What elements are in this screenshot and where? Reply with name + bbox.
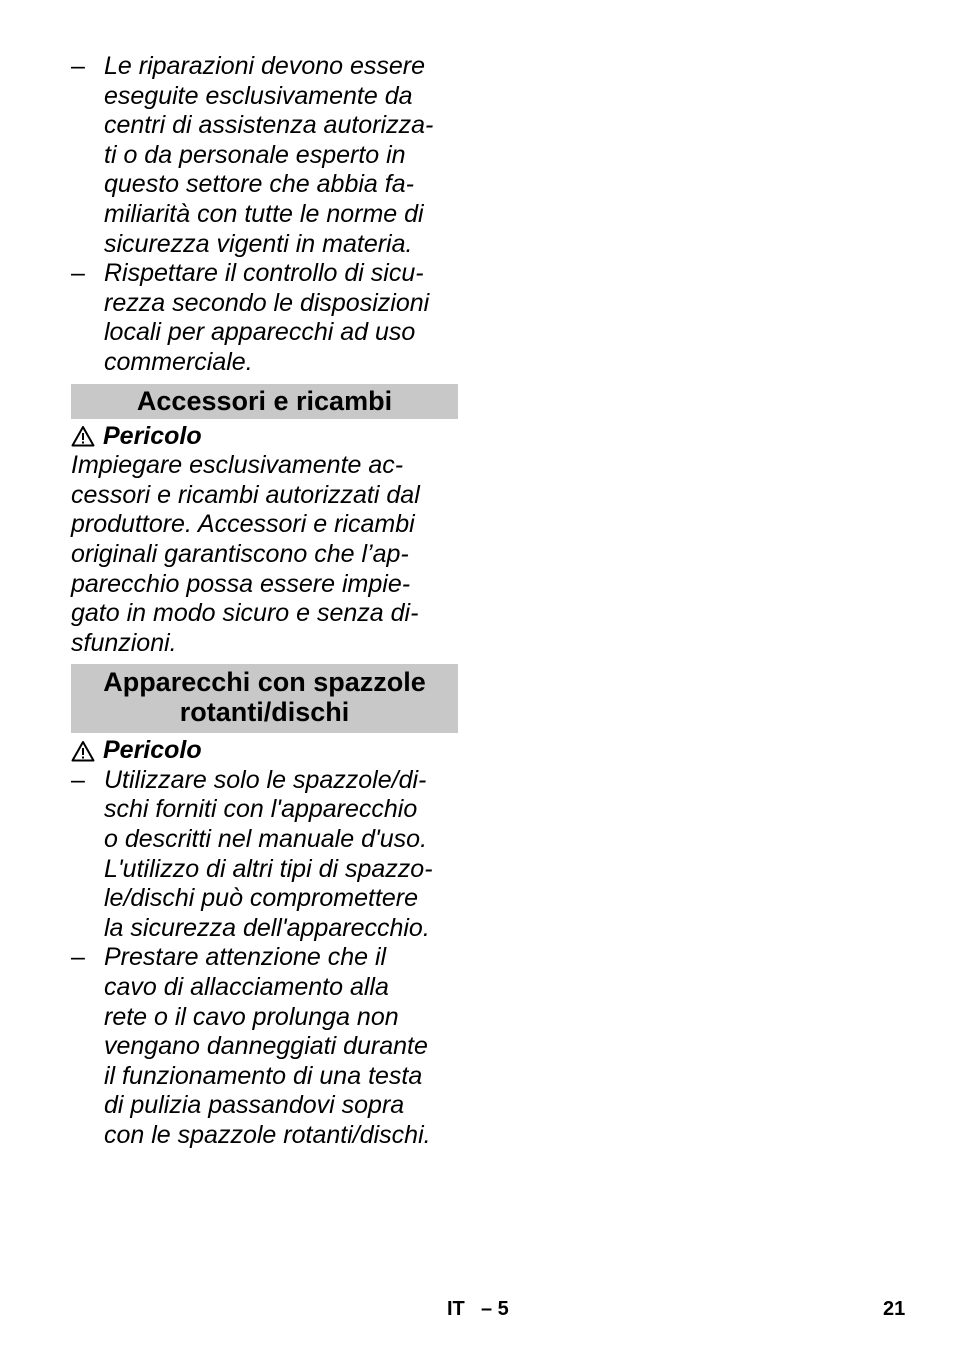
text-line: miliarità con tutte le norme di [104,199,424,228]
page-number: 21 [883,1298,906,1320]
heading-line: rotanti/dischi [179,697,350,728]
section-heading-accessories: Accessori e ricambi [71,384,458,419]
warning-triangle-icon [71,425,95,447]
text-line: ti o da personale esperto in [104,140,406,169]
dash-bullet: – [71,765,85,794]
dash-bullet: – [71,52,85,80]
text-line: schi forniti con l'apparecchio [104,795,418,824]
text-line: gato in modo sicuro e senza di- [71,599,419,628]
text-line: rezza secondo le disposizioni [104,288,430,317]
list-item [71,259,458,377]
dash-bullet: – [71,259,85,288]
text-line: Utilizzare solo le spazzole/di- [104,765,427,794]
text-line: Prestare attenzione che il [104,943,387,972]
text-line: questo settore che abbia fa- [104,170,414,199]
text-line: il funzionamento di una testa [104,1061,423,1090]
warning-text: Pericolo [103,421,202,450]
text-line: centri di assistenza autorizza- [104,111,434,140]
list-item [71,52,458,259]
list-item [71,766,458,944]
text-line: cavo di allacciamento alla [104,973,389,1002]
content-column [71,52,458,1151]
text-line: locali per apparecchi ad uso [104,318,416,347]
text-line: L'utilizzo di altri tipi di spazzo- [104,854,433,883]
text-line: commerciale. [104,347,253,376]
text-line: produttore. Accessori e ricambi [71,510,415,539]
text-line: originali garantiscono che l’ap- [71,539,409,568]
intro-list [71,52,458,378]
section-heading-rotating-brushes [71,664,458,733]
text-line: sicurezza vigenti in materia. [104,229,413,258]
warning-label [71,422,458,452]
text-line: Rispettare il controllo di sicu- [104,259,424,288]
text-line: o descritti nel manuale d'uso. [104,825,428,854]
text-line: Impiegare esclusivamente ac- [71,451,404,480]
brushes-list [71,766,458,1151]
text-line: cessori e ricambi autorizzati dal [71,480,420,509]
text-line: le/dischi può compromettere [104,884,419,913]
warning-triangle-icon [71,740,95,762]
text-line: la sicurezza dell'apparecchio. [104,913,430,942]
footer-language: IT [447,1298,465,1320]
heading-line: Apparecchi con spazzole [103,667,426,698]
text-line: Le riparazioni devono essere [104,52,426,80]
text-line: con le spazzole rotanti/dischi. [104,1121,431,1149]
text-line: eseguite esclusivamente da [104,81,413,110]
warning-text: Pericolo [103,736,202,765]
dash-bullet: – [71,943,85,972]
text-line: di pulizia passandovi sopra [104,1091,405,1120]
accessories-paragraph [71,451,458,658]
warning-label [71,736,458,766]
list-item [71,943,458,1150]
text-line: rete o il cavo prolunga non [104,1002,399,1031]
text-line: sfunzioni. [71,628,177,657]
text-line: vengano danneggiati durante [104,1032,428,1061]
footer-section-page: – 5 [481,1298,509,1320]
text-line: parecchio possa essere impie- [71,569,411,598]
